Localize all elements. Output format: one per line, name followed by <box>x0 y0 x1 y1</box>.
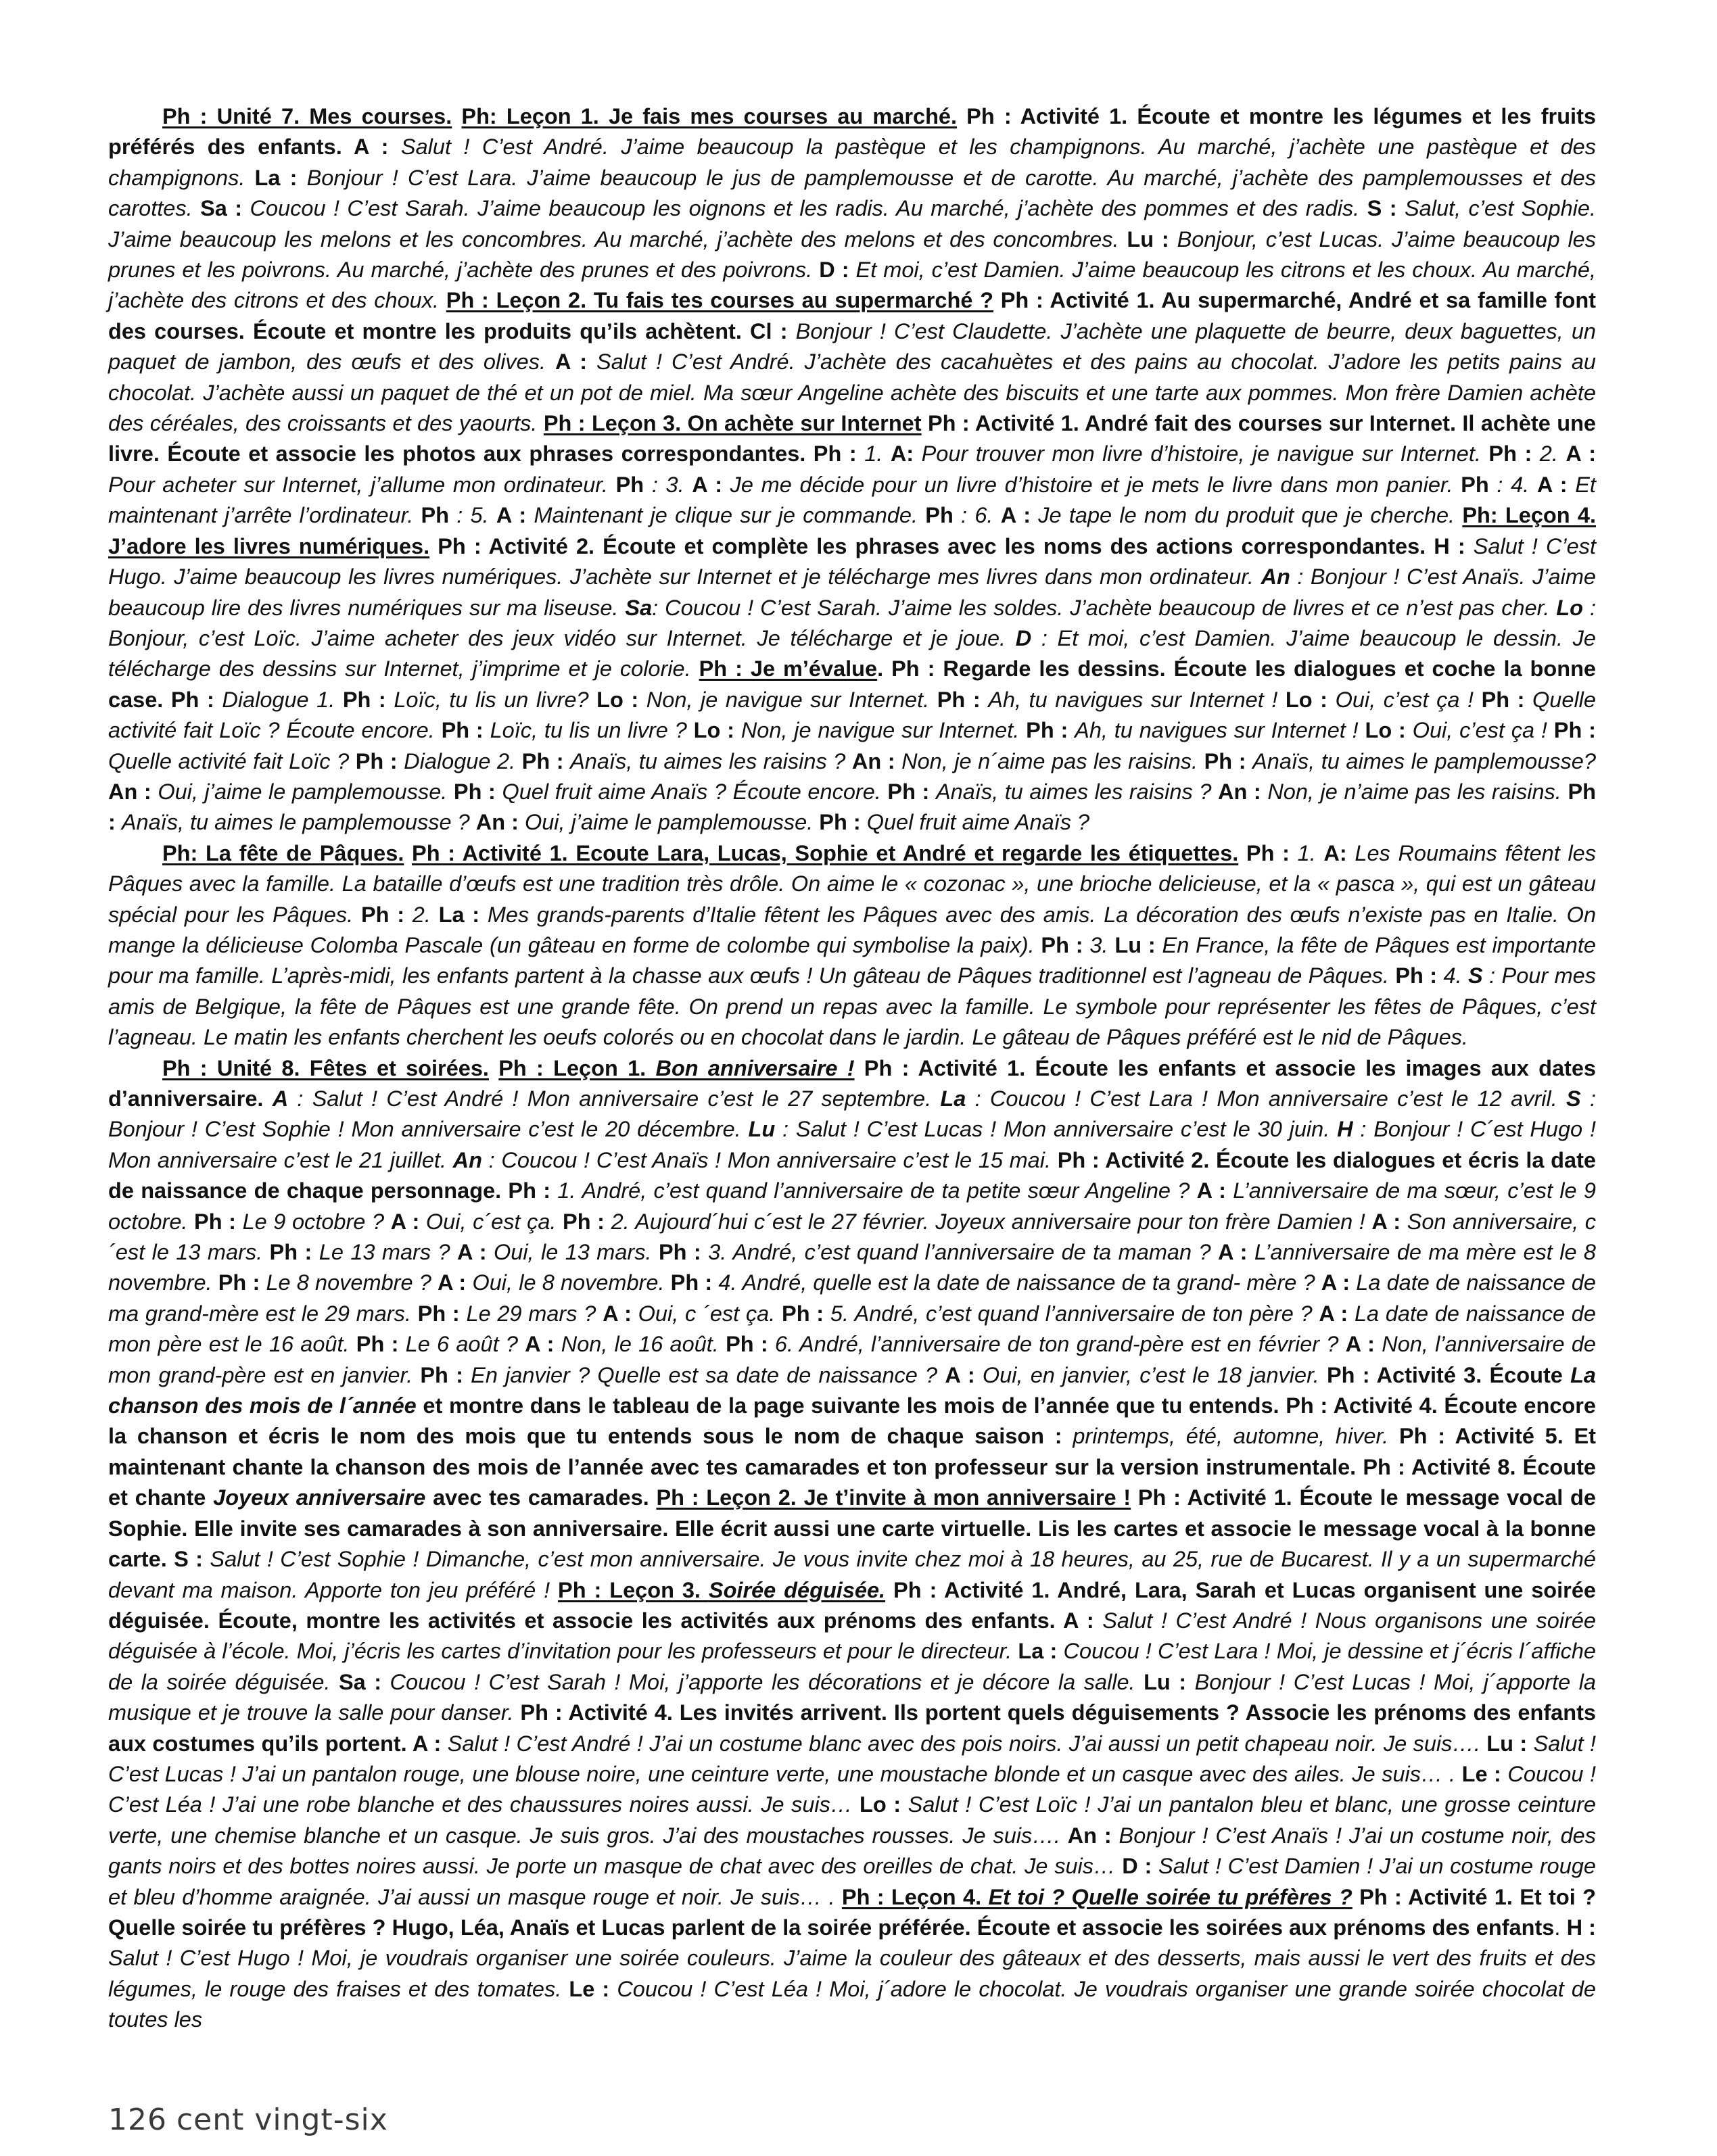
dialogue-text: 3. André, c’est quand l’anniversaire de ta maman ? <box>708 1240 1218 1265</box>
speaker-or-instruction: A : <box>1566 441 1597 466</box>
dialogue-text: Je tape le nom du produit que je cherche. <box>1038 503 1463 528</box>
dialogue-text: Bonjour ! C’est Anaïs ! J’ai un costume noir, des gants noirs et des bottes noires aussi. Je porte un masque de chat avec des oreilles de chat. Je suis… <box>108 1823 1596 1879</box>
speaker-or-instruction: S : <box>1367 196 1405 221</box>
dialogue-text: 2. Aujourd´hui c´est le 27 février. Joyeux anniversaire pour ton frère Damien ! <box>611 1209 1372 1234</box>
speaker-or-instruction: Ph <box>1461 472 1489 497</box>
dialogue-text: Oui, c’est ça ! <box>1335 687 1482 712</box>
dialogue-text: Pour acheter sur Internet, j’allume mon ordinateur. <box>108 472 616 497</box>
dialogue-text: Et moi, c’est Damien. J’aime beaucoup les citrons et les choux. Au marché, j’achète des citrons et des choux. <box>108 258 1596 313</box>
speaker-or-instruction: A : <box>457 1240 494 1265</box>
dialogue-text: Non, je navigue sur Internet. <box>646 687 937 712</box>
dialogue-text: La date de naissance de mon père est le 16 août. <box>108 1301 1596 1357</box>
speaker-or-instruction: Le : <box>1461 1761 1508 1786</box>
dialogue-text: Loïc, tu lis un livre? <box>394 687 597 712</box>
paragraph-easter <box>108 838 1596 1053</box>
dialogue-text: Anaïs, tu aimes le pamplemousse? <box>1252 748 1596 773</box>
dialogue-text: Anaïs, tu aimes les raisins ? <box>935 779 1218 804</box>
dialogue-text: Son anniversaire, c´est le 13 mars. <box>108 1209 1596 1265</box>
dialogue-text: : 5. <box>449 503 496 528</box>
section-heading: Ph : Je m’évalue <box>699 656 878 681</box>
dialogue-text: Quelle activité fait Loïc ? <box>108 748 356 773</box>
speaker-or-instruction: A : <box>1371 1209 1407 1234</box>
dialogue-text: printemps, été, automne, hiver. <box>1073 1424 1399 1449</box>
dialogue-text: Oui, c´est ça. <box>425 1209 563 1234</box>
section-heading: Ph : Activité 1. Ecoute Lara, Lucas, Sophie et André et regarde les étiquettes. <box>412 840 1239 865</box>
dialogue-text: Coucou ! C’est Léa ! Moi, j´adore le chocolat. Je voudrais organiser une grande soirée chocolat de toutes les <box>108 1976 1596 2032</box>
speaker-or-instruction: Ph : Activité 1. Écoute le message vocal de Sophie. Elle invite ses camarades à son anniversaire. Elle écrit aussi une carte virtuelle. Lis les cartes et associe le message vocal à la bonne carte. S : <box>108 1485 1596 1572</box>
section-heading: Bon anniversaire ! <box>655 1055 855 1080</box>
speaker-or-instruction: Ph : <box>1488 441 1540 466</box>
speaker-or-instruction: D : <box>1122 1854 1159 1879</box>
dialogue-text: Oui, le 13 mars. <box>493 1240 659 1265</box>
speaker-or-instruction: Le : <box>569 1976 617 2001</box>
speaker-or-instruction: Ph : Activité 2. Écoute et complète les phrases avec les noms des actions correspondantes. H : <box>429 533 1474 558</box>
dialogue-text: Salut ! C’est André ! J’ai un costume blanc avec des pois noirs. J’ai aussi un petit chapeau noir. Je suis…. <box>447 1731 1487 1756</box>
speaker-or-instruction: Ph : Activité 1. André, Lara, Sarah et Lucas organisent une soirée déguisée. Écoute, montre les activités et associe les activités aux prénoms des enfants. A : <box>108 1577 1596 1633</box>
dialogue-text: : Coucou ! C’est Sarah. J’aime les soldes. J’achète beaucoup de livres et ce n’est pas cher. <box>652 595 1557 620</box>
page-footer <box>108 2103 388 2138</box>
dialogue-text: Salut ! C’est Hugo ! Moi, je voudrais organiser une soirée couleurs. J’aime la couleur des gâteaux et des desserts, mais aussi le vert des fruits et des légumes, le rouge des fraises et des tomates. <box>108 1946 1596 2001</box>
dialogue-text: Coucou ! C’est Léa ! J’ai une robe blanche et des chaussures noires aussi. Je suis… <box>108 1761 1596 1817</box>
dialogue-text: : 6. <box>953 503 1001 528</box>
speaker-or-instruction: La : <box>1018 1639 1064 1664</box>
dialogue-text: Non, le 16 août. <box>561 1332 726 1357</box>
dialogue-text: L’anniversaire de ma sœur, c’est le 9 octobre. <box>108 1178 1596 1234</box>
speaker-or-instruction: Ph : <box>441 718 490 743</box>
page-number-words: cent vingt-six <box>176 2103 388 2137</box>
speaker-or-instruction: Ph : Activité 1. Au supermarché, André et sa famille font des courses. Écoute et montre les produits qu’ils achètent. Cl : <box>108 288 1596 343</box>
dialogue-text: Salut, c’est Sophie. J’aime beaucoup les melons et les concombres. Au marché, j’achète des melons et des concombres. <box>108 196 1597 251</box>
dialogue-text: Oui, c ´est ça. <box>638 1301 782 1326</box>
dialogue-text: Dialogue 1. <box>222 687 343 712</box>
speaker-or-instruction: Ph : <box>417 1301 467 1326</box>
speaker-or-instruction: A : <box>1000 503 1039 528</box>
dialogue-text: : Et moi, c’est Damien. J’aime beaucoup le dessin. Je télécharge des dessins sur Internet, j’imprime et je colorie. <box>108 625 1596 681</box>
dialogue-text: Le 8 novembre ? <box>266 1270 438 1295</box>
dialogue-text <box>404 841 412 865</box>
section-heading: Ph : Leçon 4. <box>841 1884 989 1909</box>
speaker-or-instruction: Ph : <box>1481 687 1533 712</box>
dialogue-text: 4. André, quelle est la date de naissance de ta grand- mère ? <box>718 1270 1321 1295</box>
speaker-or-instruction: D <box>1015 625 1032 650</box>
speaker-or-instruction: Lo : <box>693 718 741 743</box>
speaker-or-instruction: Ph : <box>726 1332 775 1357</box>
dialogue-text: 2. <box>412 902 439 927</box>
section-heading: Ph : Leçon 3. <box>558 1577 709 1602</box>
dialogue-text: 1. André, c’est quand l’anniversaire de ta petite sœur Angeline ? <box>557 1178 1197 1203</box>
dialogue-text: : Salut ! C’est André ! Mon anniversaire c’est le 27 septembre. <box>288 1086 941 1111</box>
speaker-or-instruction: A : <box>525 1332 561 1357</box>
speaker-or-instruction: S <box>1566 1086 1581 1111</box>
speaker-or-instruction: H : <box>1566 1915 1597 1940</box>
speaker-or-instruction: An <box>452 1147 482 1172</box>
speaker-or-instruction: An <box>1261 565 1290 590</box>
section-heading: Ph : Leçon 1. <box>498 1055 656 1080</box>
speaker-or-instruction: A : <box>692 472 730 497</box>
speaker-or-instruction: A: <box>890 441 922 466</box>
dialogue-text: : Coucou ! C’est Anaïs ! Mon anniversaire c’est le 15 mai. <box>481 1147 1058 1172</box>
dialogue-text: : Bonjour ! C’est Sophie ! Mon anniversaire c’est le 20 décembre. <box>108 1086 1597 1142</box>
speaker-or-instruction: Sa : <box>338 1669 390 1694</box>
dialogue-text: Loïc, tu lis un livre ? <box>490 718 694 743</box>
dialogue-text: Maintenant je clique sur je commande. <box>534 503 926 528</box>
dialogue-text: Non, l’anniversaire de mon grand-père est en janvier. <box>108 1332 1596 1387</box>
dialogue-text: 1. <box>1297 840 1324 865</box>
speaker-or-instruction: Ph : Activité 1. Et toi ? Quelle soirée tu préfères ? Hugo, Léa, Anaïs et Lucas parlent de la soirée préférée. Écoute et associe les soirées aux prénoms des enfants <box>108 1884 1596 1940</box>
speaker-or-instruction: Ph <box>421 503 450 528</box>
dialogue-text: Pour trouver mon livre d’histoire, je navigue sur Internet. <box>921 441 1489 466</box>
dialogue-text: : Bonjour, c’est Loïc. J’aime acheter des jeux vidéo sur Internet. Je télécharge et je joue. <box>108 595 1596 650</box>
dialogue-text: : Bonjour ! C’est Anaïs. J’aime beaucoup lire des livres numériques sur ma liseuse. <box>108 565 1596 620</box>
speaker-or-instruction: Ph : Activité 1. Écoute les enfants et associe les images aux dates d’anniversaire. <box>108 1055 1596 1111</box>
dialogue-text: En France, la fête de Pâques est importante pour ma famille. L’après-midi, les enfants partent à la chasse aux œufs ! Un gâteau de Pâques traditionnel est l’agneau de Pâques. <box>108 932 1596 988</box>
dialogue-text: Oui, en janvier, c’est le 18 janvier. <box>982 1362 1327 1387</box>
dialogue-text: Quelle activité fait Loïc ? Écoute encore. <box>108 687 1596 743</box>
speaker-or-instruction: D : <box>819 258 856 283</box>
speaker-or-instruction: A: <box>1323 840 1355 865</box>
speaker-or-instruction: Lu : <box>1486 1731 1534 1756</box>
speaker-or-instruction: Lo : <box>1285 687 1336 712</box>
speaker-or-instruction: Lo : <box>596 687 646 712</box>
speaker-or-instruction: H <box>1337 1117 1353 1142</box>
dialogue-text: Salut ! C’est Loïc ! J’ai un pantalon bleu et blanc, une grosse ceinture verte, une chemise blanche et un casque. Je suis gros. J’ai des moustaches rousses. Je suis…. <box>108 1792 1597 1848</box>
dialogue-text: Dialogue 2. <box>404 748 522 773</box>
section-heading: Ph: La fête de Pâques. <box>162 840 404 865</box>
speaker-or-instruction: Ph : Activité 2. Écoute les dialogues et écris la date de naissance de chaque personnage. Ph : <box>108 1147 1596 1203</box>
speaker-or-instruction: Ph : <box>355 748 404 773</box>
dialogue-text: Mes grands-parents d’Italie fêtent les Pâques avec des amis. La décoration des œufs n’existe pas en Italie. On mange la délicieuse Colomba Pascale (un gâteau en forme de colombe qui symbolise la paix). <box>108 902 1597 957</box>
speaker-or-instruction: A : <box>1321 1270 1357 1295</box>
speaker-or-instruction: Ph : <box>342 687 394 712</box>
speaker-or-instruction: Sa : <box>200 196 250 221</box>
dialogue-text: Je me décide pour un livre d’histoire et je mets le livre dans mon panier. <box>730 472 1461 497</box>
dialogue-text: Coucou ! C’est Sarah ! Moi, j’apporte les décorations et je décore la salle. <box>390 1669 1144 1694</box>
speaker-or-instruction: Ph <box>925 503 954 528</box>
dialogue-text: Le 13 mars ? <box>319 1240 458 1265</box>
section-heading: Ph: Leçon 4. J’adore les livres numériques. <box>108 503 1596 558</box>
speaker-or-instruction: Ph : <box>563 1209 611 1234</box>
speaker-or-instruction: Lo <box>1556 595 1583 620</box>
speaker-or-instruction: et montre dans le tableau de la page suivante les mois de l’année que tu entends. Ph : Activité 4. Écoute encore la chanson et écris le nom des mois que tu entends sous le nom de chaque saison : <box>108 1393 1596 1449</box>
section-heading: Ph : Unité 7. Mes courses. <box>162 104 452 128</box>
speaker-or-instruction: Ph : <box>194 1209 243 1234</box>
speaker-or-instruction: Ph : <box>670 1270 719 1295</box>
speaker-or-instruction: La <box>940 1086 966 1111</box>
speaker-or-instruction: Ph : <box>1026 718 1075 743</box>
dialogue-text: 5. André, c’est quand l’anniversaire de ton père ? <box>830 1301 1319 1326</box>
dialogue-text: Quel fruit aime Anaïs ? Écoute encore. <box>502 779 888 804</box>
dialogue-text: Salut ! C’est André. J’achète des cacahuètes et des pains au chocolat. J’adore les petits pains au chocolat. J’achète aussi un paquet de thé et un pot de miel. Ma sœur Angeline achète des biscuits et une tarte aux pommes. Mon frère Damien achète des céréales, des croissants et des yaourts. <box>108 350 1596 436</box>
speaker-or-instruction: Ph : <box>782 1301 830 1326</box>
dialogue-text: Salut ! C’est Damien ! J’ai un costume rouge et bleu d’homme araignée. J’ai aussi un masque rouge et noir. Je suis… . <box>108 1854 1596 1909</box>
speaker-or-instruction: Ph : <box>420 1362 471 1387</box>
speaker-or-instruction: A : <box>390 1209 426 1234</box>
dialogue-text: En janvier ? Quelle est sa date de naissance ? <box>471 1362 945 1387</box>
speaker-or-instruction: A : <box>1217 1240 1254 1265</box>
speaker-or-instruction: Lo : <box>859 1792 908 1817</box>
speaker-or-instruction: Ph : <box>1041 932 1090 957</box>
speaker-or-instruction: Lo : <box>1365 718 1413 743</box>
speaker-or-instruction: Ph <box>615 472 644 497</box>
dialogue-text: Salut ! C’est Sophie ! Dimanche, c’est mon anniversaire. Je vous invite chez moi à 18 heures, au 25, rue de Bucarest. Il y a un supermarché devant ma maison. Apporte ton jeu préféré ! <box>108 1547 1596 1602</box>
speaker-or-instruction: Ph : Activité 4. Les invités arrivent. Ils portent quels déguisements ? Associe les prénoms des enfants aux costumes qu’ils portent. A : <box>108 1700 1597 1756</box>
speaker-or-instruction: Ph : <box>1553 718 1596 743</box>
dialogue-text: 4. <box>1443 963 1469 988</box>
speaker-or-instruction: A : <box>496 503 534 528</box>
dialogue-text: . <box>1554 1915 1567 1940</box>
section-heading: Soirée déguisée. <box>708 1577 886 1602</box>
dialogue-text: Coucou ! C’est Sarah. J’aime beaucoup les oignons et les radis. Au marché, j’achète des pommes et des radis. <box>250 196 1367 221</box>
speaker-or-instruction: An : <box>1217 779 1268 804</box>
dialogue-text: : Pour mes amis de Belgique, la fête de Pâques est une grande fête. On prend un repas avec la famille. Le symbole pour représenter les fêtes de Pâques, c’est l’agneau. Le matin les enfants cherchent les oeufs colorés ou en chocolat dans le jardin. Le gâteau de Pâques préféré est le nid de Pâques. <box>108 963 1597 1050</box>
dialogue-text: Oui, j’aime le pamplemousse. <box>158 779 454 804</box>
dialogue-text: Bonjour ! C’est Lara. J’aime beaucoup le jus de pamplemousse et de carotte. Au marché, j’achète des pamplemousses et des carottes. <box>108 165 1596 221</box>
speaker-or-instruction: Lu : <box>1127 226 1177 251</box>
dialogue-text: 1. <box>864 441 891 466</box>
speaker-or-instruction: A : <box>1319 1301 1355 1326</box>
speaker-or-instruction: Ph : <box>819 810 867 835</box>
speaker-or-instruction: An : <box>108 779 158 804</box>
speaker-or-instruction: avec tes camarades. <box>425 1485 657 1510</box>
dialogue-text: Anaïs, tu aimes les raisins ? <box>570 748 852 773</box>
dialogue-text: Coucou ! C’est Lara ! Moi, je dessine et j´écris l´affiche de la soirée déguisée. <box>108 1639 1596 1694</box>
speaker-or-instruction: S <box>1468 963 1483 988</box>
dialogue-text: 2. <box>1539 441 1566 466</box>
speaker-or-instruction: Ph : Activité 5. Et maintenant chante la chanson des mois de l’année avec tes camarades et ton professeur sur la version instrumentale. Ph : Activité 8. Écoute et chante <box>108 1424 1596 1510</box>
dialogue-text: Le 6 août ? <box>405 1332 525 1357</box>
dialogue-text: : 4. <box>1488 472 1537 497</box>
dialogue-text: Les Roumains fêtent les Pâques avec la famille. La bataille d’œufs est une tradition très drôle. On aime le « cozonac », une brioche delicieuse, et la « pasca », qui est un gâteau spécial pour les Pâques. <box>108 840 1596 927</box>
speaker-or-instruction: A <box>272 1086 289 1111</box>
speaker-or-instruction: A : <box>437 1270 473 1295</box>
speaker-or-instruction: Sa <box>625 595 653 620</box>
section-heading: Ph : Leçon 2. Je t’invite à mon anniversaire ! <box>656 1485 1131 1510</box>
dialogue-text: Quel fruit aime Anaïs ? <box>866 810 1090 835</box>
speaker-or-instruction: Ph : <box>658 1240 709 1265</box>
dialogue-text: Le 9 octobre ? <box>242 1209 391 1234</box>
speaker-or-instruction: Ph : Activité 1. Écoute et montre les légumes et les fruits préférés des enfants. A : <box>108 104 1596 160</box>
speaker-or-instruction: La : <box>254 165 307 190</box>
dialogue-text: Ah, tu navigues sur Internet ! <box>1075 718 1365 743</box>
paragraph-unit-7 <box>108 101 1596 838</box>
dialogue-text: La date de naissance de ma grand-mère est le 29 mars. <box>108 1270 1597 1326</box>
speaker-or-instruction: Ph : <box>108 779 1596 835</box>
dialogue-text <box>452 104 461 128</box>
speaker-or-instruction: Ph : <box>360 902 413 927</box>
dialogue-text: Anaïs, tu aimes le pamplemousse ? <box>121 810 476 835</box>
dialogue-text: 6. André, l’anniversaire de ton grand-père est en février ? <box>774 1332 1346 1357</box>
dialogue-text: : Salut ! C’est Lucas ! Mon anniversaire c’est le 30 juin. <box>775 1117 1338 1142</box>
dialogue-text: : Coucou ! C’est Lara ! Mon anniversaire c’est le 12 avril. <box>966 1086 1567 1111</box>
speaker-or-instruction: A : <box>555 350 597 375</box>
speaker-or-instruction: Ph : <box>1238 840 1298 865</box>
speaker-or-instruction: La chanson des mois de l´année <box>108 1362 1596 1418</box>
dialogue-text: Salut ! C’est André. J’aime beaucoup la pastèque et les champignons. Au marché, j’achète une pastèque et des champignons. <box>108 135 1597 190</box>
dialogue-text: Salut ! C’est Hugo. J’aime beaucoup les livres numériques. J’achète sur Internet et je télécharge mes livres dans mon ordinateur. <box>108 533 1597 590</box>
speaker-or-instruction: Joyeux anniversaire <box>213 1485 426 1510</box>
speaker-or-instruction: La : <box>438 902 488 927</box>
dialogue-text: Oui, j’aime le pamplemousse. <box>524 810 820 835</box>
dialogue-text: Bonjour, c’est Lucas. J’aime beaucoup les prunes et les poivrons. Au marché, j’achète des prunes et des poivrons. <box>108 226 1596 283</box>
speaker-or-instruction: Ph : Activité 1. André fait des courses sur Internet. Il achète une livre. Écoute et associe les photos aux phrases correspondantes. Ph : <box>108 411 1596 466</box>
speaker-or-instruction: An : <box>475 810 525 835</box>
dialogue-text: Oui, c’est ça ! <box>1412 718 1554 743</box>
section-heading: Ph: Leçon 1. Je fais mes courses au marché. <box>461 104 958 128</box>
speaker-or-instruction: Ph : <box>269 1240 319 1265</box>
section-heading: Ph : Leçon 3. On achète sur Internet <box>543 411 922 436</box>
section-heading: Et toi ? Quelle soirée tu préfères ? <box>988 1884 1353 1909</box>
dialogue-text: Oui, le 8 novembre. <box>472 1270 671 1295</box>
dialogue-text: Le 29 mars ? <box>466 1301 603 1326</box>
transcript-text <box>108 101 1596 2036</box>
speaker-or-instruction: A : <box>1196 1178 1233 1203</box>
dialogue-text: Bonjour ! C’est Lucas ! Moi, j´apporte la musique et je trouve la salle pour danser. <box>108 1669 1596 1725</box>
dialogue-text <box>489 1056 498 1080</box>
speaker-or-instruction: Ph : <box>1395 963 1444 988</box>
speaker-or-instruction: Ph : <box>453 779 502 804</box>
dialogue-text: Salut ! C’est André ! Nous organisons une soirée déguisée à l’école. Moi, j’écris les cartes d’invitation pour les professeurs et pour le directeur. <box>108 1608 1597 1664</box>
section-heading: Ph : Unité 8. Fêtes et soirées. <box>162 1055 489 1080</box>
speaker-or-instruction: Ph : <box>937 687 989 712</box>
speaker-or-instruction: A : <box>1536 472 1576 497</box>
speaker-or-instruction: Ph : <box>218 1270 266 1295</box>
speaker-or-instruction: A : <box>603 1301 638 1326</box>
speaker-or-instruction: Ph : <box>887 779 936 804</box>
speaker-or-instruction: Lu <box>748 1117 776 1142</box>
page-number: 126 <box>108 2103 167 2137</box>
dialogue-text: : Bonjour ! C´est Hugo ! Mon anniversaire c’est le 21 juillet. <box>108 1117 1596 1172</box>
paragraph-unit-8 <box>108 1053 1596 2036</box>
speaker-or-instruction: Ph : <box>521 748 571 773</box>
speaker-or-instruction: Lu : <box>1114 932 1162 957</box>
speaker-or-instruction: Ph : <box>1204 748 1253 773</box>
dialogue-text: Salut ! C’est Lucas ! J’ai un pantalon rouge, une blouse noire, une ceinture verte, une moustache blonde et un casque avec des ailes. Je suis… . <box>108 1731 1597 1786</box>
speaker-or-instruction: Ph : Activité 3. Écoute <box>1326 1362 1571 1387</box>
speaker-or-instruction: Ph : <box>356 1332 406 1357</box>
section-heading: Ph : Leçon 2. Tu fais tes courses au supermarché ? <box>446 288 994 313</box>
dialogue-text: Non, je n´aime pas les raisins. <box>901 748 1204 773</box>
dialogue-text: Non, je navigue sur Internet. <box>740 718 1027 743</box>
speaker-or-instruction: An : <box>851 748 902 773</box>
speaker-or-instruction: Lu : <box>1144 1669 1195 1694</box>
speaker-or-instruction: A : <box>945 1362 983 1387</box>
dialogue-text: Et maintenant j’arrête l’ordinateur. <box>108 472 1596 528</box>
dialogue-text: Bonjour ! C’est Claudette. J’achète une plaquette de beurre, deux baguettes, un paquet de jambon, des œufs et des olives. <box>108 318 1596 375</box>
dialogue-text: Non, je n’aime pas les raisins. <box>1267 779 1568 804</box>
dialogue-text: L’anniversaire de ma mère est le 8 novembre. <box>108 1240 1597 1295</box>
dialogue-text: : 3. <box>644 472 692 497</box>
dialogue-text: 3. <box>1089 932 1115 957</box>
dialogue-text: Ah, tu navigues sur Internet ! <box>988 687 1286 712</box>
speaker-or-instruction: . Ph : Regarde les dessins. Écoute les dialogues et coche la bonne case. Ph : <box>108 656 1597 712</box>
speaker-or-instruction: A : <box>1345 1332 1382 1357</box>
speaker-or-instruction: An : <box>1067 1823 1119 1848</box>
